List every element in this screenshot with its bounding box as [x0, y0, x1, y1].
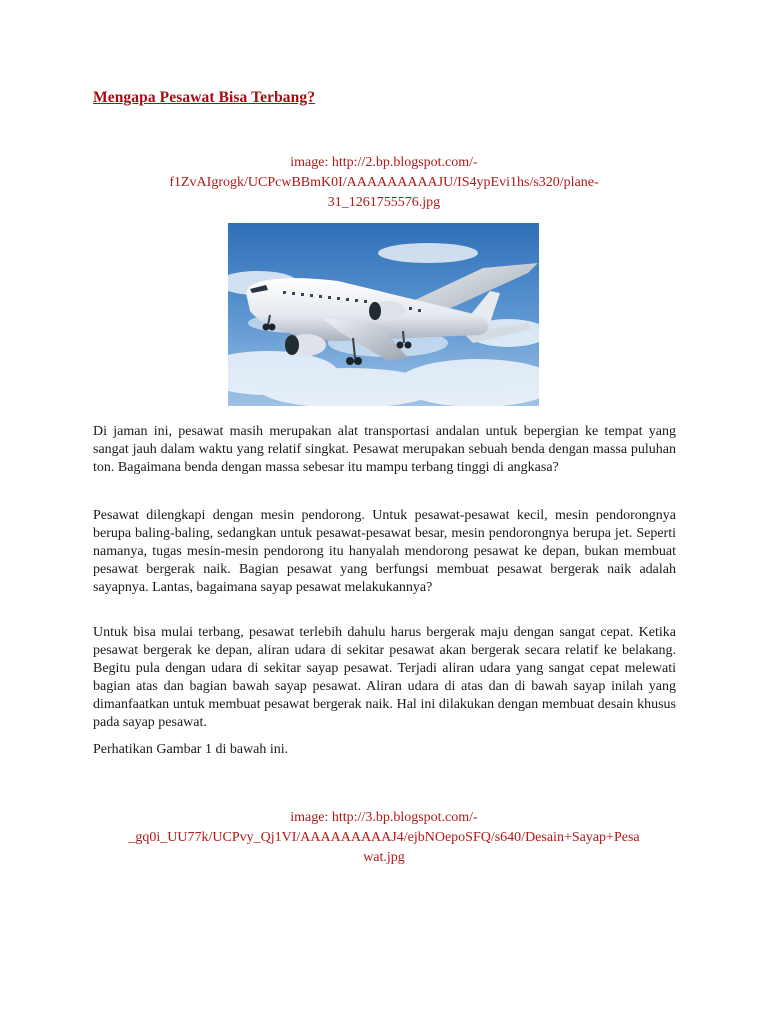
image-caption-2-line-2: _gq0i_UU77k/UCPvy_Qj1VI/AAAAAAAAAJ4/ejbNOepoSFQ/s640/Desain+Sayap+Pesa — [128, 830, 640, 845]
image-caption-2-line-1: image: http://3.bp.blogspot.com/- — [290, 810, 478, 825]
image-caption-1-line-1: image: http://2.bp.blogspot.com/- — [290, 155, 478, 170]
image-caption-2 — [96, 808, 672, 868]
image-caption-2-line-3: wat.jpg — [363, 850, 405, 865]
paragraph-4: Perhatikan Gambar 1 di bawah ini. — [93, 742, 289, 757]
image-caption-1-line-2: f1ZvAIgrogk/UCPcwBBmK0I/AAAAAAAAAJU/IS4ypEvi1hs/s320/plane- — [169, 175, 599, 190]
image-caption-1-line-3: 31_1261755576.jpg — [327, 195, 441, 210]
image-caption-1 — [96, 153, 672, 213]
page-title: Mengapa Pesawat Bisa Terbang? — [93, 89, 316, 106]
paragraph-2: Pesawat dilengkapi dengan mesin pendorong. Untuk pesawat-pesawat kecil, mesin pendorongnya berupa baling-baling, sedangkan untuk pesawat-pesawat besar, mesin pendorongnya berupa jet. Seperti namanya, tugas mesin-mesin pendorong itu hanyalah mendorong pesawat ke depan, bukan membuat pesawat bergerak naik. Bagian pesawat yang berfungsi membuat pesawat bergerak naik adalah sayapnya. Lantas, bagaimana sayap pesawat melakukannya? — [93, 508, 676, 595]
paragraph-3: Untuk bisa mulai terbang, pesawat terlebih dahulu harus bergerak maju dengan sangat cepat. Ketika pesawat bergerak ke depan, aliran udara di sekitar pesawat akan bergerak secara relatif ke belakang. Begitu pula dengan udara di sekitar sayap pesawat. Terjadi aliran udara yang sangat cepat melewati bagian atas dan bagian bawah sayap pesawat. Aliran udara di atas dan di bawah sayap inilah yang dimanfaatkan untuk membuat pesawat bergerak naik. Hal ini dilakukan dengan membuat desain khusus pada sayap pesawat. — [93, 625, 676, 730]
airplane-photo — [228, 223, 539, 406]
paragraph-1: Di jaman ini, pesawat masih merupakan alat transportasi andalan untuk bepergian ke tempat yang sangat jauh dalam waktu yang relatif singkat. Pesawat merupakan sebuah benda dengan massa puluhan ton. Bagaimana benda dengan massa sebesar itu mampu terbang tinggi di angkasa? — [93, 424, 676, 475]
